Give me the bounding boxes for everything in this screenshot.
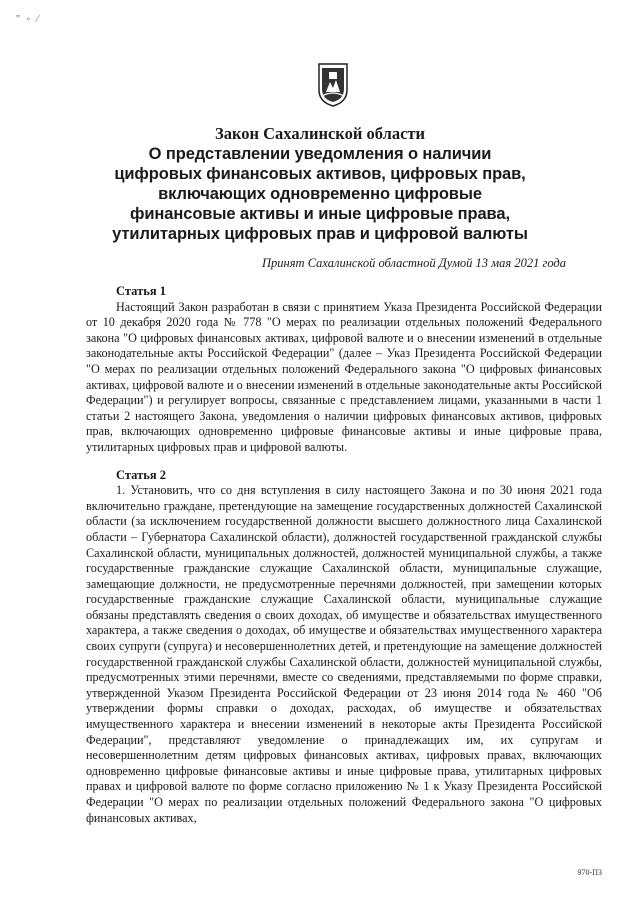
title-subline: включающих одновременно цифровые xyxy=(158,185,482,203)
article-paragraph: Настоящий Закон разработан в связи с принятием Указа Президента Российской Федерации от 10 декабря 2020 года № 778 "О мерах по реализации отдельных положений Федерального закона "О цифровых финансовых активах, цифровой валюте и о внесении изменений в отдельные законодательные акты Российской Федерации" (далее – Указ Президента Российской Федерации "О мерах по реализации отдельных положений Федерального закона "О цифровых финансовых активах, цифровой валюте и о внесении изменений в отдельные законодательные акты Российской Федерации") и регулирует вопросы, связанные с представлением лицами, указанными в части 1 статьи 2 настоящего Закона, уведомления о наличии цифровых финансовых активов, цифровых прав, включающих одновременно цифровые финансовые активы и иные цифровые права, утилитарных цифровых прав и цифровой валюты. xyxy=(86,299,602,454)
title-subline: О представлении уведомления о наличии xyxy=(148,145,492,163)
article-paragraph: 1. Установить, что со дня вступления в силу настоящего Закона и по 30 июня 2021 года включительно граждане, претендующие на замещение государственных должностей Сахалинской области (за исключением государственной должности высшего должностного лица Сахалинской области – Губернатора Сахалинской области), должностей государственной гражданской службы Сахалинской области, муниципальных должностей, должностей муниципальной службы, а также государственные гражданские служащие Сахалинской области, муниципальные служащие, замещающие должности, не предусмотренные перечнями должностей, при замещении которых государственные гражданские служащие Сахалинской области, муниципальные служащие обязаны представлять сведения о своих доходах, об имуществе и обязательствах имущественного характера, а также сведения о доходах, об имуществе и обязательствах имущественного характера своих супруги (супруга) и несовершеннолетних детей, и претендующие на замещение должностей государственной гражданской службы Сахалинской области, должностей муниципальной службы, предусмотренных этими перечнями, вместе со сведениями, представляемыми по форме справки, утвержденной Указом Президента Российской Федерации от 23 июня 2014 года № 460 "Об утверждении формы справки о доходах, расходах, об имуществе и обязательствах имущественного характера и внесении изменений в некоторые акты Президента Российской Федерации", представляют уведомление о принадлежащих им, их супругам и несовершеннолетним детям цифровых финансовых активах, цифровых правах, включающих одновременно цифровые финансовые активы и иные цифровые права, утилитарных цифровых правах и цифровой валюте по форме согласно приложению № 1 к Указу Президента Российской Федерации "О мерах по реализации отдельных положений Федерального закона "О цифровых финансовых активах, xyxy=(86,483,602,825)
article-title: Статья 2 xyxy=(116,467,166,482)
adoption-note: Принят Сахалинской областной Думой 13 мая 2021 года xyxy=(262,256,566,270)
title-subline: утилитарных цифровых прав и цифровой валюты xyxy=(112,225,528,243)
article-title: Статья 1 xyxy=(116,284,166,298)
corner-mark: " ◦ ⁄ xyxy=(16,14,41,25)
coat-of-arms-icon xyxy=(316,60,350,108)
title-line-1: Закон Сахалинской области xyxy=(214,124,426,143)
footer-code: 970-ПЗ xyxy=(577,868,602,877)
title-subline: цифровых финансовых активов, цифровых прав, xyxy=(114,165,526,183)
title-subline: финансовые активы и иные цифровые права, xyxy=(130,205,510,223)
law-body xyxy=(86,284,602,838)
law-title xyxy=(80,124,560,244)
article-2 xyxy=(86,468,602,827)
article-1 xyxy=(86,284,602,456)
